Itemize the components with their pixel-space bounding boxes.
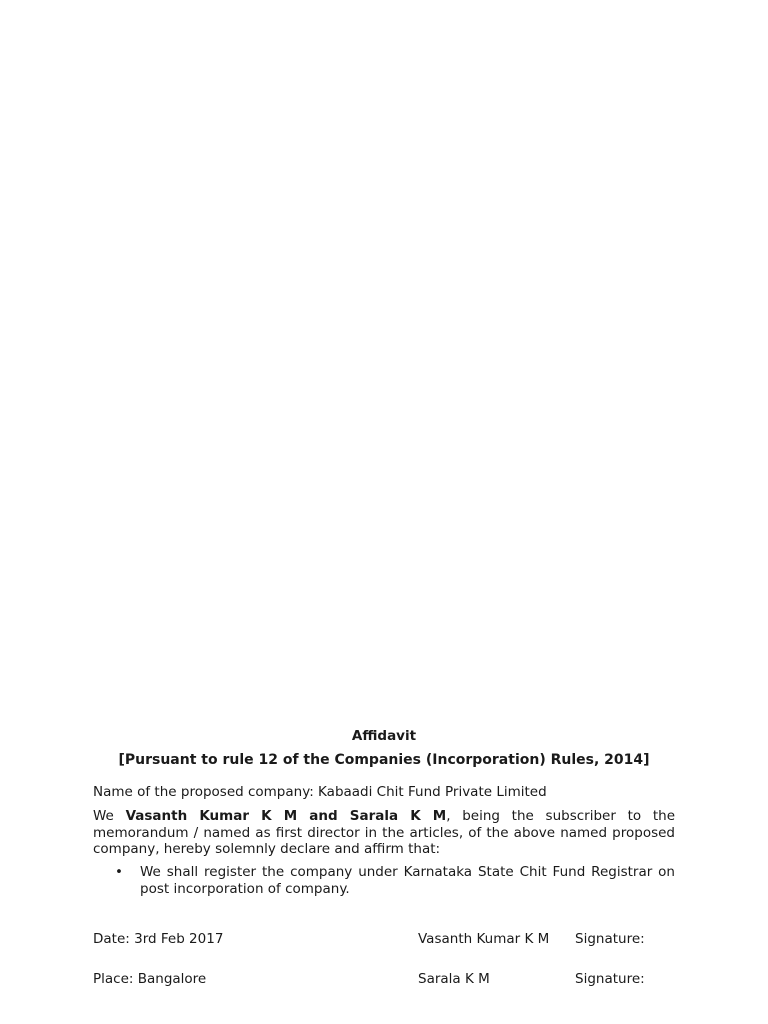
- place-line: Place: Bangalore: [93, 971, 207, 987]
- signatory-name-2: Sarala K M: [418, 971, 490, 987]
- bullet-text: We shall register the company under Karnataka State Chit Fund Registrar on post incorporation of company.: [140, 864, 675, 897]
- declaration-suffix: , being the subscriber to the memorandum / named as first director in the articles, of the above named proposed company, hereby solemnly declare and affirm that:: [93, 808, 676, 857]
- company-name-line: Name of the proposed company: Kabaadi Chit Fund Private Limited: [93, 784, 547, 800]
- document-subtitle: [Pursuant to rule 12 of the Companies (Incorporation) Rules, 2014]: [118, 752, 650, 768]
- date-line: Date: 3rd Feb 2017: [93, 931, 224, 947]
- declaration-prefix: We: [93, 808, 126, 824]
- subscribers-names: Vasanth Kumar K M and Sarala K M: [125, 808, 447, 824]
- document-title: Affidavit: [351, 728, 417, 744]
- declaration-paragraph: [93, 808, 675, 858]
- declaration-bullet-item: [93, 864, 675, 897]
- bullet-icon: •: [115, 864, 123, 880]
- signatory-name-1: Vasanth Kumar K M: [418, 931, 550, 947]
- signature-label-2: Signature:: [575, 971, 645, 987]
- signature-label-1: Signature:: [575, 931, 645, 947]
